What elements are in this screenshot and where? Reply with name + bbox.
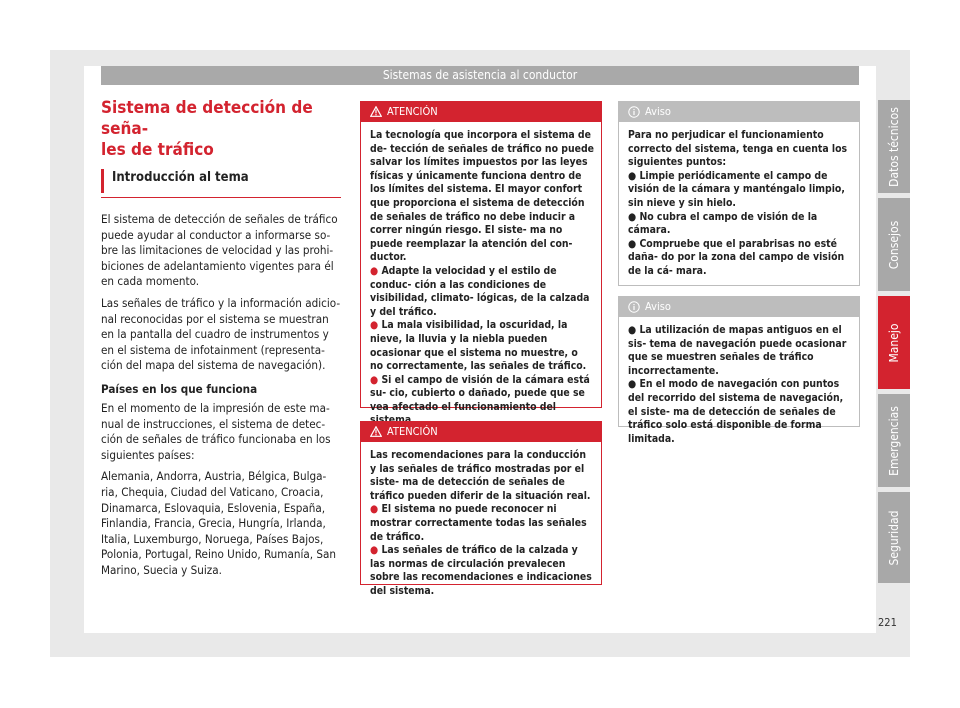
paragraph: El sistema de detección de señales de tráfico puede ayudar al conductor a informarse so- bre las limitaciones de velocidad y las prohi- biciones de adelantamiento vigentes para él en cada momento.	[101, 212, 338, 289]
list-item: ● Si el campo de visión de la cámara está su- cio, cubierto o dañado, puede que se vea afectado el funcionamiento del	[370, 373, 590, 413]
list-item: ● Compruebe que el parabrisas no esté daña- do por la zona del campo de visión de la cá- mara.	[628, 237, 845, 277]
tab-seguridad[interactable]: Seguridad	[878, 492, 910, 583]
list-item: ● El sistema no puede reconocer ni mostrar correctamente todas las señales de tráfico.	[370, 503, 587, 543]
warning-header: ATENCIÓN	[361, 422, 601, 442]
paragraph: Alemania, Andorra, Austria, Bélgica, Bulga- ria, Chequia, Ciudad del Vaticano, Croacia, Dinamarca, Eslovaquia, Eslovenia, España, Finlandia, Francia, Grecia, Hungría, Irlanda, Italia, Luxemburgo, Noruega, Países Bajos, Polonia, Portugal, Reino Unido, Rumanía, San Marino, Suecia y Suiza.	[101, 469, 336, 577]
list-item: ● Adapte la velocidad y el estilo de conduc- ción a las condiciones de visibilidad, climato- lógicas, de la calzada y del tráfico.	[370, 264, 590, 318]
warning-text: Las recomendaciones para la conducción y las señales de tráfico mostradas por el siste- ma de detección de señales de tráfico pueden diferir de la situación real.	[370, 449, 591, 502]
divider	[101, 197, 341, 198]
notice-box	[618, 296, 860, 445]
left-column	[101, 98, 341, 578]
paragraph: En el momento de la impresión de este ma- nual de instrucciones, el sistema de detec- ción de señales de tráfico funcionaba en los siguientes países:	[101, 400, 331, 462]
warning-triangle-icon	[370, 426, 382, 437]
info-icon	[628, 106, 640, 118]
info-icon	[628, 301, 640, 313]
warning-box	[360, 101, 602, 413]
notice-header: Aviso	[619, 297, 859, 317]
notice-header: Aviso	[619, 102, 859, 122]
page-number: 221	[878, 616, 897, 629]
list-item: ● La utilización de mapas antiguos en el sis- tema de navegación puede ocasionar que se muestren señales de tráfico incorrectamente.	[628, 324, 847, 377]
chapter-header: Sistemas de asistencia al conductor	[101, 66, 859, 85]
warning-header: ATENCIÓN	[361, 102, 601, 122]
tab-consejos[interactable]: Consejos	[878, 198, 910, 291]
section-title: Sistema de detección de seña- les de tráfico	[101, 98, 313, 160]
list-item: ● Limpie periódicamente el campo de visión de la cámara y manténgalo limpio, sin nieve y sin hielo.	[628, 169, 845, 209]
tab-emergencias[interactable]: Emergencias	[878, 394, 910, 487]
tab-manejo[interactable]: Manejo	[878, 296, 910, 389]
list-item: ● La mala visibilidad, la oscuridad, la nieve, la lluvia y la niebla pueden ocasionar que el sistema no muestre, o no correctamente, las señales de tráfico.	[370, 319, 587, 373]
paragraph-heading: Países en los que funciona	[101, 381, 258, 396]
subsection-title: Introducción al tema	[101, 169, 341, 193]
list-item: ● No cubra el campo de visión de la cámara.	[628, 210, 818, 237]
tab-datos-tecnicos[interactable]: Datos técnicos	[878, 100, 910, 193]
notice-box	[618, 101, 860, 286]
warning-text: La tecnología que incorpora el sistema de de- tección de señales de tráfico no puede salvar los límites impuestos por las leyes físicas y únicamente funciona dentro de los límites del sistema. El mayor confort que proporciona el sistema de detección de señales de tráfico no debe inducir a correr ningún riesgo. El siste- ma no puede reemplazar la atención del con- ductor.	[370, 129, 594, 264]
notice-text: Para no perjudicar el funcionamiento correcto del sistema, tenga en cuenta los siguientes puntos:	[628, 129, 848, 169]
warning-box	[360, 421, 602, 597]
list-item: ● Las señales de tráfico de la calzada y las normas de circulación prevalecen sobre las recomendaciones e indicaciones del sistema.	[370, 544, 592, 597]
list-item: ● En el modo de navegación con puntos del recorrido del sistema de navegación, el siste- ma de detección de señales de tráfico solo está disponible de forma limitada.	[628, 378, 844, 445]
warning-triangle-icon	[370, 106, 382, 117]
paragraph: Las señales de tráfico y la información adicio- nal reconocidas por el sistema se muestran en la pantalla del cuadro de instrumentos y en el sistema de infotainment (representa- ción del mapa del sistema de navegación).	[101, 295, 341, 373]
